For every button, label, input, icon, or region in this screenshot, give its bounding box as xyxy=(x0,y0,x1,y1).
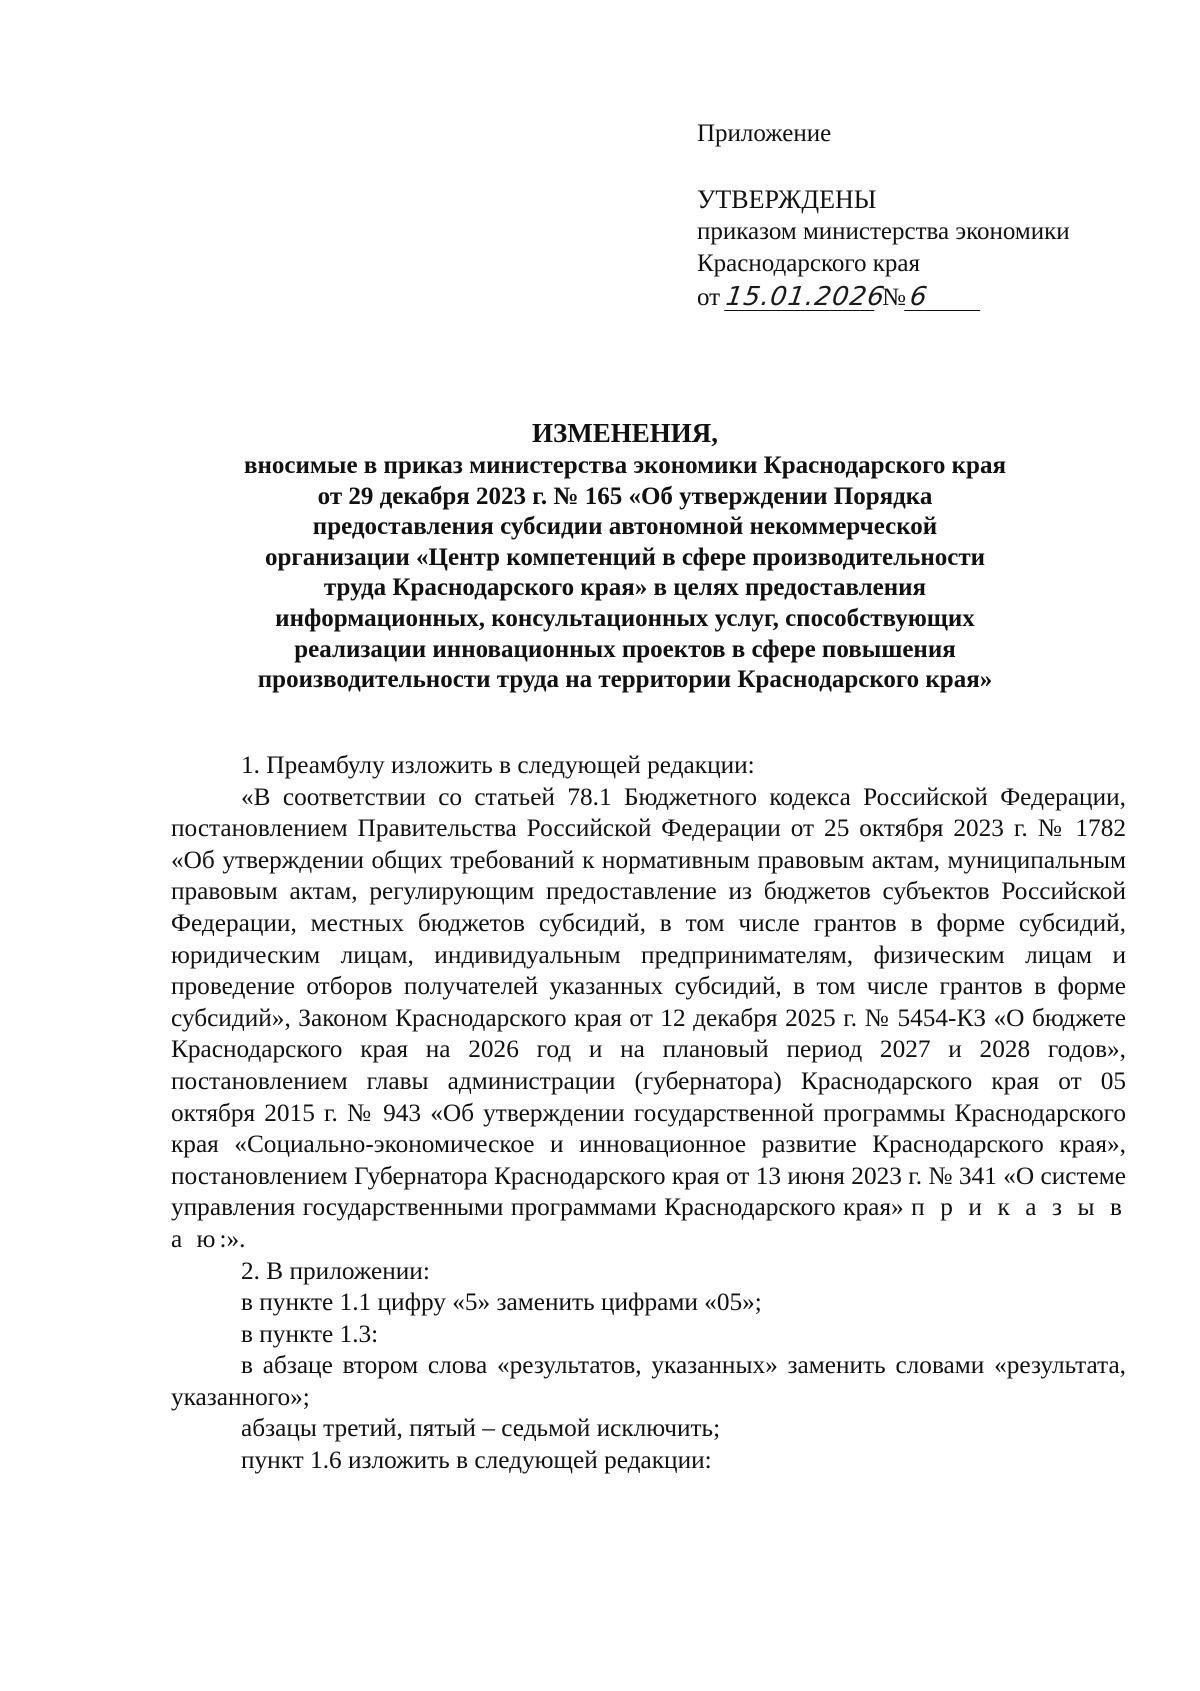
number-sign: № xyxy=(882,284,906,311)
date-prefix: от xyxy=(697,284,721,311)
paragraph-item-2d: абзацы третий, пятый – седьмой исключить; xyxy=(241,1414,721,1443)
paragraph-item-2c: в абзаце втором слова «результатов, указанных» заменить словами «результата, указанного»; xyxy=(171,1351,1126,1411)
preamble-text: «В соответствии со статьей 78.1 Бюджетного кодекса Российской Федерации, постановлением Правительства Российской Федерации от 25 октября 2023 г. № 1782 «Об утверждении общих требований к нормативным правовым актам, муниципальным правовым актам, регулирующим предоставление из бюджетов субъектов Российской Федерации, местных бюджетов субсидий, в том числе грантов в форме субсидий, юридическим лицам, индивидуальным предпринимателям, физическим лицам и проведение отборов получателей указанных субсидий, в том числе грантов в форме субсидий», Законом Краснодарского края от 12 декабря 2025 г. № 5454-КЗ «О бюджете Краснодарского края на 2026 год и на плановый период 2027 и 2028 годов», постановлением главы администрации (губернатора) Краснодарского края от 05 октября 2015 г. № 943 «Об утверждении государственной программы Краснодарского края «Социально-экономическое и инновационное развитие Краснодарского края», постановлением Губернатора Краснодарского края от 13 июня 2023 г. № 341 «О системе управления государственными программами Краснодарского края» xyxy=(171,782,1126,1222)
title-line: реализации инновационных проектов в сфере повышения xyxy=(294,635,956,663)
approved-region-line: Краснодарского края xyxy=(697,250,920,277)
approved-by-line: приказом министерства экономики xyxy=(697,218,1070,245)
handwritten-number: 6 xyxy=(904,284,984,311)
title-line: вносимые в приказ министерства экономики Краснодарского края xyxy=(244,452,1006,479)
title-line: производительности труда на территории Краснодарского края» xyxy=(257,666,993,694)
title-line: предоставления субсидии автономной некоммерческой xyxy=(312,513,938,541)
handwritten-date: 15.01.2026 xyxy=(724,282,888,312)
title-line: от 29 декабря 2023 г. № 165 «Об утверждении Порядка xyxy=(317,482,933,510)
preamble-spaced-word: п р и к а з ы в а ю xyxy=(171,1193,1126,1253)
document-title-block xyxy=(160,418,1090,696)
paragraph-item-2a: в пункте 1.1 цифру «5» заменить цифрами «05»; xyxy=(241,1288,762,1317)
paragraph-item-2: 2. В приложении: xyxy=(241,1256,430,1285)
document-body xyxy=(171,750,1126,1477)
paragraph-preamble xyxy=(171,782,1126,1256)
paragraph-item-1: 1. Преамбулу изложить в следующей редакции: xyxy=(241,751,755,779)
title-line: труда Краснодарского края» в целях предоставления xyxy=(323,574,927,602)
order-date-line xyxy=(697,282,982,313)
appendix-label: Приложение xyxy=(697,120,832,147)
approved-title: УТВЕРЖДЕНЫ xyxy=(697,185,877,214)
paragraph-item-2e: пункт 1.6 изложить в следующей редакции: xyxy=(241,1446,712,1475)
title-line: информационных, консультационных услуг, способствующих xyxy=(275,604,975,632)
title-line: организации «Центр компетенций в сфере производительности xyxy=(264,543,986,571)
paragraph-item-2b: в пункте 1.3: xyxy=(241,1319,379,1348)
preamble-end: :». xyxy=(219,1224,246,1253)
document-title: ИЗМЕНЕНИЯ, xyxy=(531,418,718,448)
